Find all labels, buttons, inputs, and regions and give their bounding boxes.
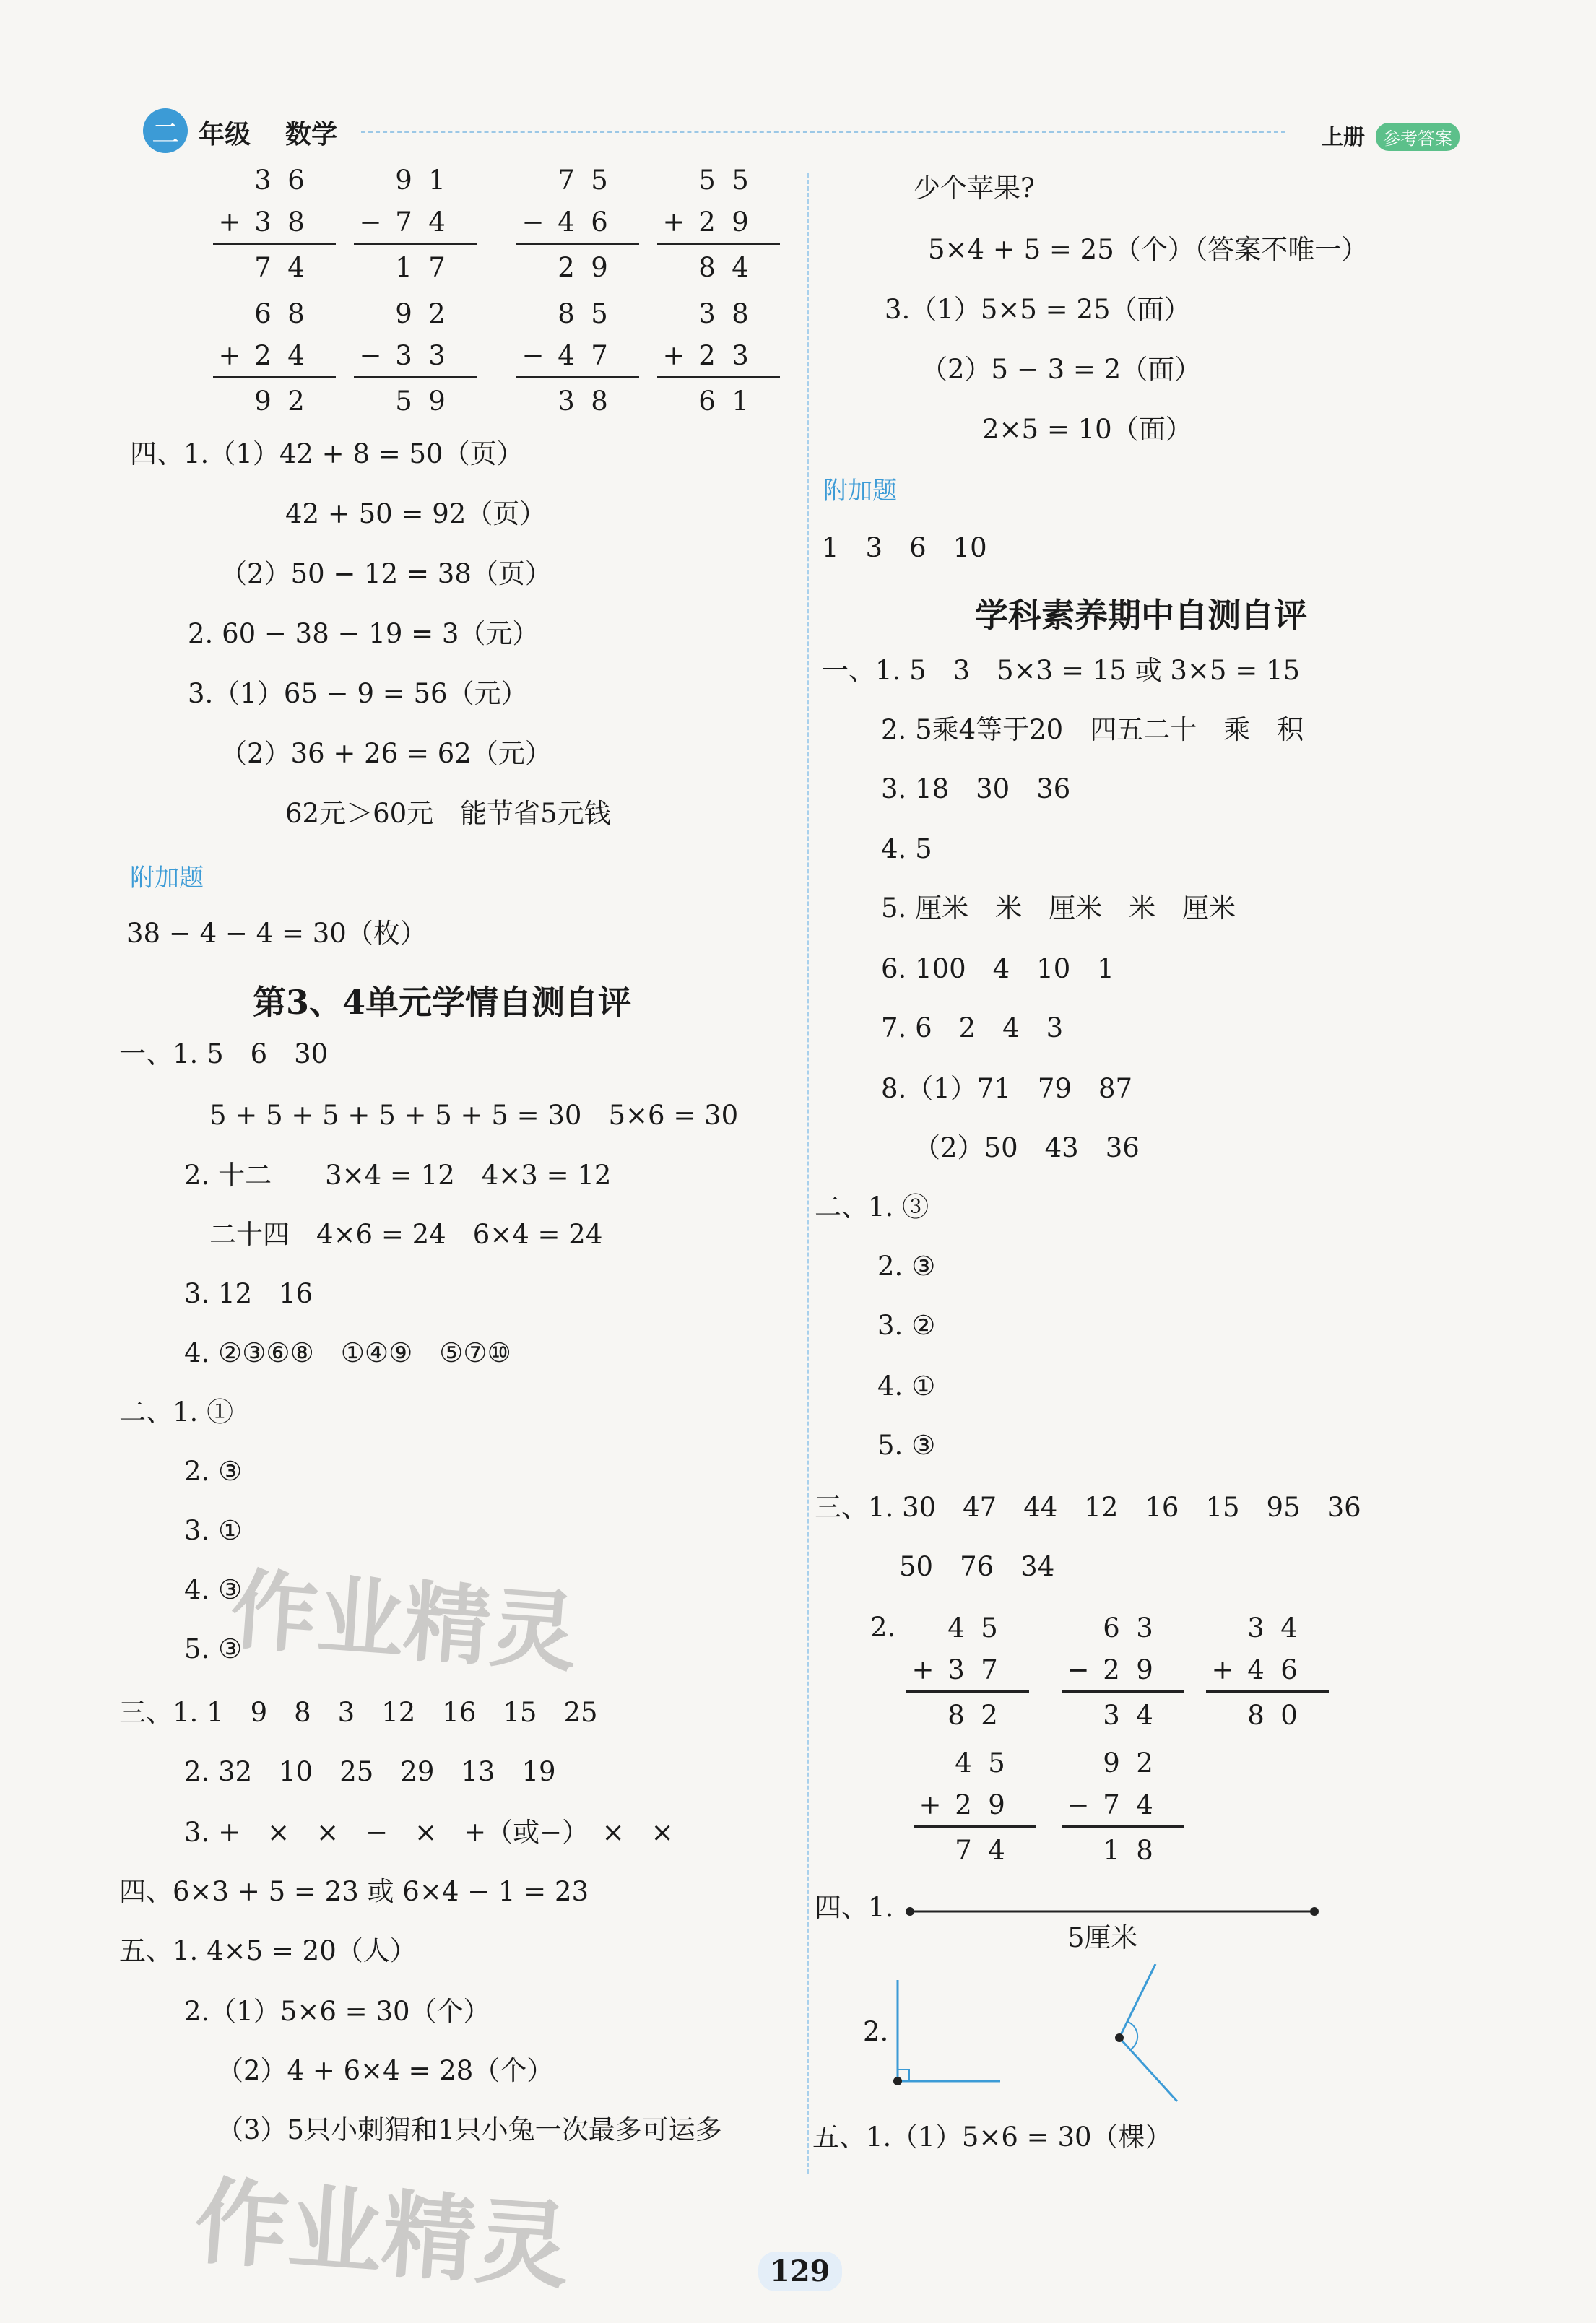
digit: 4 <box>947 1612 965 1644</box>
digit: 9 <box>988 1789 1005 1820</box>
digit: 2 <box>698 339 716 371</box>
operator: − <box>521 206 545 238</box>
digit: 8 <box>698 251 716 283</box>
digit: 9 <box>1136 1654 1153 1685</box>
digit: 3 <box>254 206 272 238</box>
vertical-calculation <box>354 159 477 288</box>
digit: 6 <box>254 298 272 329</box>
right-m17: 2. <box>870 1612 896 1643</box>
operator: − <box>359 206 382 238</box>
left-line-8: 38 − 4 − 4 = 30（枚） <box>126 918 427 949</box>
sum-line <box>354 376 477 378</box>
vertical-calculation <box>914 1742 1036 1871</box>
digit: 9 <box>732 206 749 238</box>
right-m15: 三、1. 30 47 44 12 16 15 95 36 <box>815 1492 1361 1523</box>
digit: 0 <box>1280 1699 1298 1731</box>
left-s11: 5. ③ <box>184 1633 243 1664</box>
operator: − <box>1067 1789 1090 1820</box>
right-m6: 6. 100 4 10 1 <box>881 953 1114 984</box>
watermark-2: 作业精灵 <box>191 2166 573 2302</box>
vertical-calculation <box>516 292 639 422</box>
vertical-calculation <box>213 292 336 422</box>
left-s6: 4. ②③⑥⑧ ①④⑨ ⑤⑦⑩ <box>184 1337 511 1368</box>
sum-line <box>1206 1690 1329 1693</box>
vertical-calculation <box>354 292 477 422</box>
left-section-title: 第3、4单元学情自测自评 <box>253 983 632 1022</box>
operator: + <box>919 1789 942 1820</box>
right-m12: 3. ② <box>877 1310 936 1341</box>
digit: 7 <box>254 251 272 283</box>
left-s17: 2.（1）5×6 = 30（个） <box>184 1996 490 2027</box>
digit: 8 <box>1136 1834 1153 1866</box>
digit: 5 <box>732 164 749 196</box>
digit: 4 <box>287 339 305 371</box>
vertical-calculation <box>906 1607 1029 1736</box>
digit: 3 <box>947 1654 965 1685</box>
volume-label: 上册 <box>1322 125 1365 150</box>
right-extra-heading: 附加题 <box>823 477 897 505</box>
right-r6: 1 3 6 10 <box>822 532 987 563</box>
vertical-calculation <box>213 159 336 288</box>
digit: 5 <box>981 1612 998 1644</box>
left-extra-heading: 附加题 <box>130 864 204 893</box>
digit: 2 <box>698 206 716 238</box>
sum-line <box>354 243 477 245</box>
digit: 5 <box>591 164 608 196</box>
digit: 3 <box>1136 1612 1153 1644</box>
right-m19: 2. <box>863 2016 889 2047</box>
vertical-calculation <box>1062 1607 1184 1736</box>
left-line-5: 3.（1）65 − 9 = 56（元） <box>188 678 528 709</box>
sum-line <box>1062 1690 1184 1693</box>
digit: 2 <box>558 251 575 283</box>
digit: 8 <box>287 206 305 238</box>
column-divider <box>807 173 809 2174</box>
digit: 7 <box>591 339 608 371</box>
digit: 4 <box>428 206 446 238</box>
digit: 9 <box>591 251 608 283</box>
digit: 5 <box>591 298 608 329</box>
digit: 4 <box>558 339 575 371</box>
digit: 1 <box>732 385 749 417</box>
digit: 4 <box>1136 1789 1153 1820</box>
left-s19: （3）5只小刺猬和1只小兔一次最多可运多 <box>217 2114 722 2145</box>
sum-line <box>213 243 336 245</box>
digit: 3 <box>698 298 716 329</box>
digit: 9 <box>395 298 412 329</box>
right-m4: 4. 5 <box>881 833 932 864</box>
right-m14: 5. ③ <box>877 1430 936 1461</box>
operator: + <box>1211 1654 1234 1685</box>
digit: 4 <box>732 251 749 283</box>
digit: 7 <box>395 206 412 238</box>
sum-line <box>657 243 780 245</box>
digit: 7 <box>981 1654 998 1685</box>
sum-line <box>657 376 780 378</box>
digit: 6 <box>698 385 716 417</box>
digit: 3 <box>1247 1612 1265 1644</box>
left-s13: 2. 32 10 25 29 13 19 <box>184 1756 556 1787</box>
right-m8: 8.（1）71 79 87 <box>881 1073 1133 1104</box>
digit: 4 <box>1280 1612 1298 1644</box>
right-m1: 一、1. 5 3 5×3 = 15 或 3×5 = 15 <box>822 655 1301 686</box>
sum-line <box>906 1690 1029 1693</box>
digit: 2 <box>981 1699 998 1731</box>
digit: 1 <box>395 251 412 283</box>
digit: 5 <box>698 164 716 196</box>
digit: 6 <box>1103 1612 1120 1644</box>
left-s10: 4. ③ <box>184 1574 243 1605</box>
left-line-2: 42 + 50 = 92（页） <box>285 498 547 529</box>
digit: 5 <box>988 1747 1005 1779</box>
digit: 4 <box>287 251 305 283</box>
right-section-title: 学科素养期中自测自评 <box>975 596 1307 635</box>
vertical-calculation <box>657 159 780 288</box>
left-s1: 一、1. 5 6 30 <box>119 1038 329 1069</box>
left-s9: 3. ① <box>184 1515 243 1546</box>
right-m10: 二、1. ③ <box>815 1191 929 1223</box>
segment-length-label: 5厘米 <box>1067 1922 1138 1953</box>
digit: 8 <box>558 298 575 329</box>
left-s8: 2. ③ <box>184 1456 243 1487</box>
digit: 3 <box>395 339 412 371</box>
left-s14: 3. + × × − × +（或−） × × <box>184 1817 674 1848</box>
right-m20: 五、1.（1）5×6 = 30（棵） <box>812 2122 1172 2153</box>
digit: 3 <box>254 164 272 196</box>
digit: 9 <box>428 385 446 417</box>
digit: 1 <box>428 164 446 196</box>
operator: + <box>218 339 241 371</box>
left-s3: 2. 十二 3×4 = 12 4×3 = 12 <box>184 1160 612 1191</box>
digit: 6 <box>287 164 305 196</box>
left-line-4: 2. 60 − 38 − 19 = 3（元） <box>188 618 539 649</box>
right-m7: 7. 6 2 4 3 <box>881 1012 1064 1043</box>
digit: 7 <box>558 164 575 196</box>
grade-badge: 二 <box>143 108 188 153</box>
digit: 8 <box>1247 1699 1265 1731</box>
subject-label: 数学 <box>285 120 338 149</box>
right-m3: 3. 18 30 36 <box>881 773 1071 804</box>
vertical-calculation <box>516 159 639 288</box>
digit: 4 <box>1247 1654 1265 1685</box>
right-m13: 4. ① <box>877 1371 936 1402</box>
right-r1: 少个苹果? <box>914 173 1035 204</box>
right-m2: 2. 5乘4等于20 四五二十 乘 积 <box>881 714 1304 745</box>
angle-figures <box>888 1964 1213 2123</box>
sum-line <box>1062 1825 1184 1828</box>
digit: 5 <box>395 385 412 417</box>
right-m9: （2）50 43 36 <box>914 1132 1140 1163</box>
digit: 4 <box>558 206 575 238</box>
right-m11: 2. ③ <box>877 1251 936 1282</box>
digit: 3 <box>732 339 749 371</box>
right-r3: 3.（1）5×5 = 25（面） <box>885 294 1191 325</box>
operator: − <box>521 339 545 371</box>
digit: 4 <box>988 1834 1005 1866</box>
left-s4: 二十四 4×6 = 24 6×4 = 24 <box>209 1219 603 1250</box>
digit: 3 <box>558 385 575 417</box>
digit: 2 <box>955 1789 972 1820</box>
digit: 2 <box>254 339 272 371</box>
header-rule <box>361 131 1285 133</box>
sum-line <box>516 376 639 378</box>
left-line-1: 四、1.（1）42 + 8 = 50（页） <box>130 438 524 469</box>
digit: 2 <box>287 385 305 417</box>
answer-badge: 参考答案 <box>1376 123 1460 151</box>
digit: 7 <box>1103 1789 1120 1820</box>
vertical-calculation <box>1206 1607 1329 1736</box>
right-r4: （2）5 − 3 = 2（面） <box>921 354 1202 385</box>
digit: 1 <box>1103 1834 1120 1866</box>
digit: 7 <box>428 251 446 283</box>
left-s5: 3. 12 16 <box>184 1278 313 1309</box>
vertical-calculation <box>1062 1742 1184 1871</box>
right-m16: 50 76 34 <box>899 1551 1055 1582</box>
vertical-calculation <box>657 292 780 422</box>
right-r5: 2×5 = 10（面） <box>982 414 1192 445</box>
grade-label: 年级 <box>199 120 251 149</box>
left-line-6: （2）36 + 26 = 62（元） <box>220 738 552 769</box>
left-s12: 三、1. 1 9 8 3 12 16 15 25 <box>119 1697 598 1728</box>
digit: 4 <box>955 1747 972 1779</box>
right-m18: 四、1. <box>815 1892 894 1923</box>
right-r2: 5×4 + 5 = 25（个）（答案不唯一） <box>928 234 1369 265</box>
digit: 8 <box>947 1699 965 1731</box>
digit: 8 <box>732 298 749 329</box>
digit: 2 <box>1103 1654 1120 1685</box>
digit: 2 <box>1136 1747 1153 1779</box>
operator: − <box>359 339 382 371</box>
left-s18: （2）4 + 6×4 = 28（个） <box>217 2055 554 2086</box>
digit: 2 <box>428 298 446 329</box>
digit: 9 <box>1103 1747 1120 1779</box>
right-m5: 5. 厘米 米 厘米 米 厘米 <box>881 893 1236 924</box>
left-s2: 5 + 5 + 5 + 5 + 5 + 5 = 30 5×6 = 30 <box>209 1100 739 1131</box>
digit: 4 <box>1136 1699 1153 1731</box>
operator: + <box>911 1654 934 1685</box>
sum-line <box>914 1825 1036 1828</box>
digit: 7 <box>955 1834 972 1866</box>
watermark-1: 作业精灵 <box>227 1560 581 1685</box>
digit: 8 <box>591 385 608 417</box>
sum-line <box>516 243 639 245</box>
left-s15: 四、6×3 + 5 = 23 或 6×4 − 1 = 23 <box>119 1876 589 1907</box>
operator: + <box>662 206 685 238</box>
operator: + <box>218 206 241 238</box>
digit: 6 <box>1280 1654 1298 1685</box>
left-line-7: 62元＞60元 能节省5元钱 <box>285 798 611 829</box>
left-s16: 五、1. 4×5 = 20（人） <box>119 1935 417 1966</box>
digit: 9 <box>395 164 412 196</box>
left-line-3: （2）50 − 12 = 38（页） <box>220 558 552 589</box>
operator: − <box>1067 1654 1090 1685</box>
left-s7: 二、1. ① <box>119 1397 234 1428</box>
sum-line <box>213 376 336 378</box>
page-number: 129 <box>758 2252 842 2291</box>
digit: 3 <box>1103 1699 1120 1731</box>
digit: 3 <box>428 339 446 371</box>
digit: 6 <box>591 206 608 238</box>
digit: 9 <box>254 385 272 417</box>
operator: + <box>662 339 685 371</box>
digit: 8 <box>287 298 305 329</box>
